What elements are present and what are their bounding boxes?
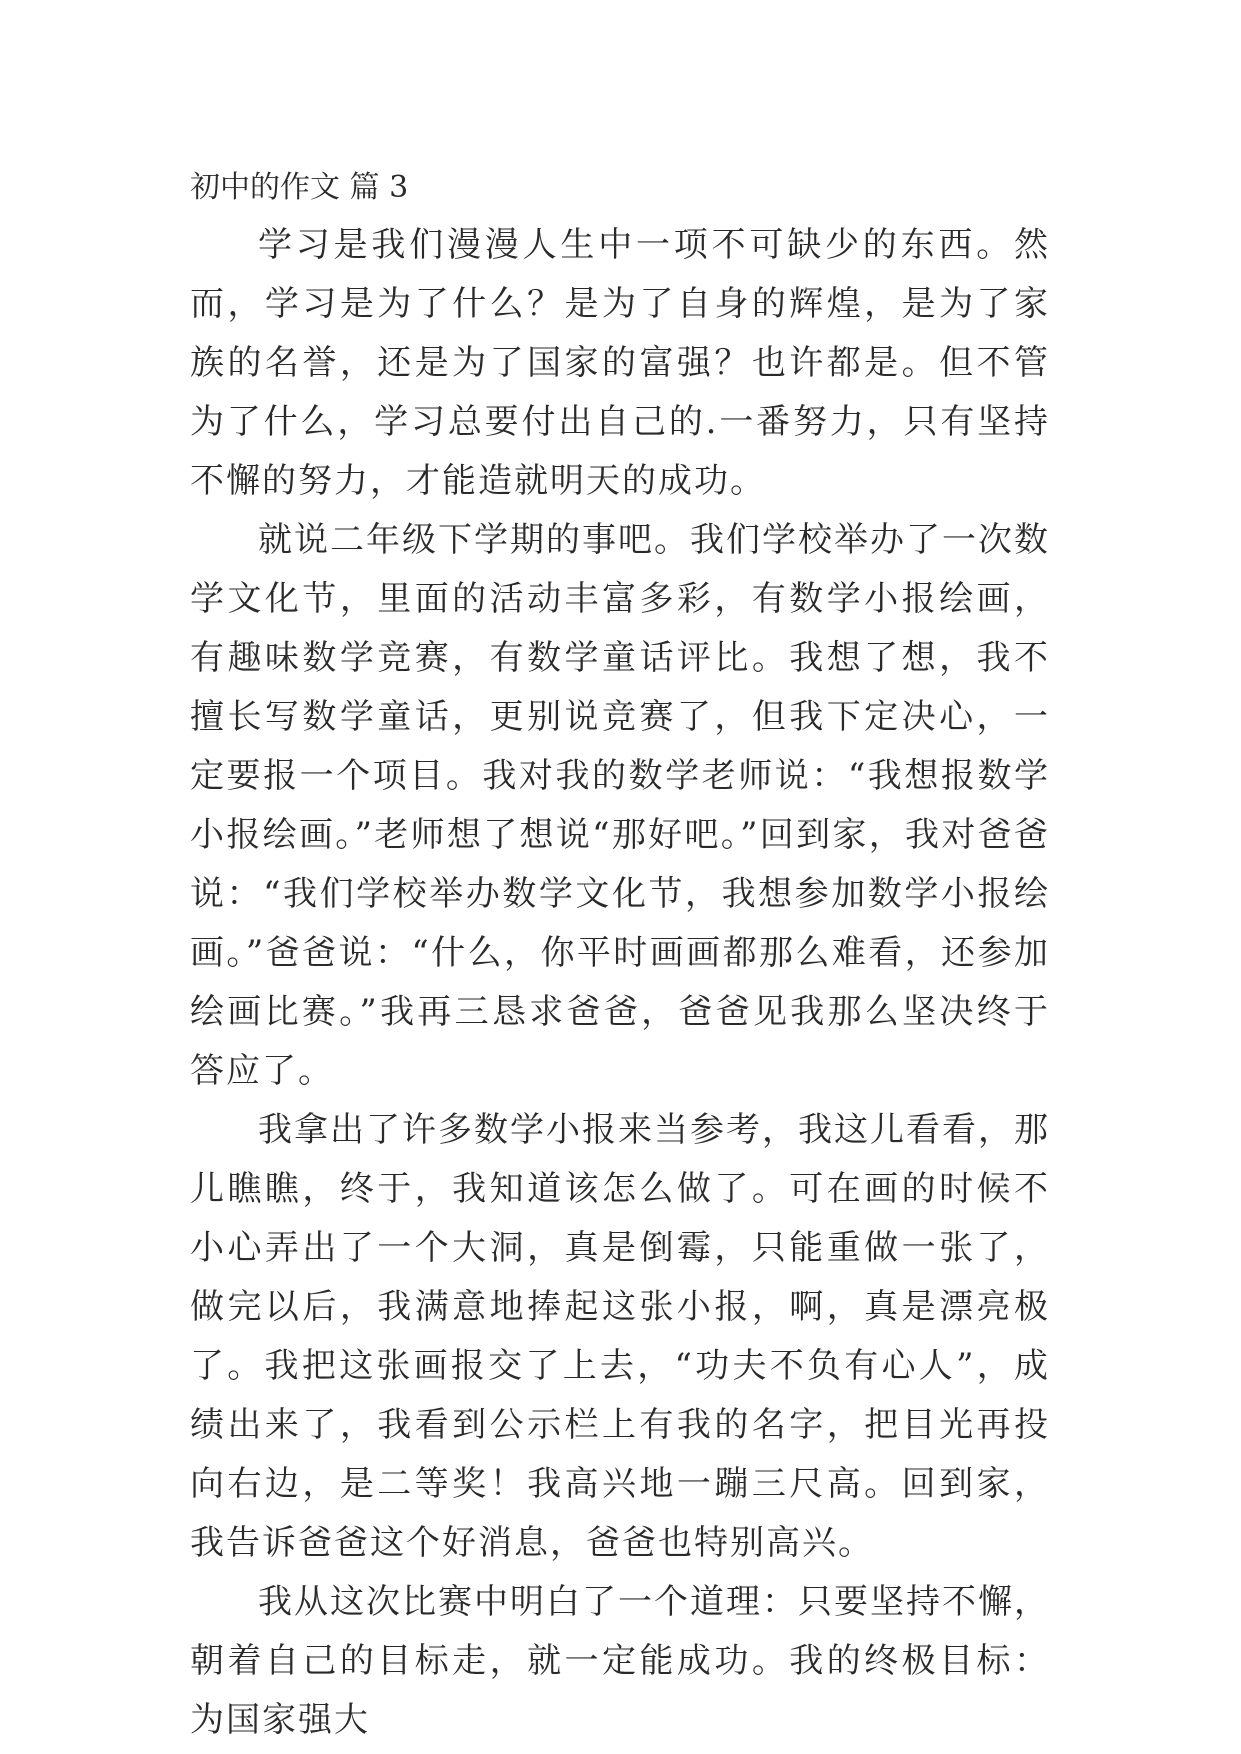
paragraph-2: 就说二年级下学期的事吧。我们学校举办了一次数学文化节，里面的活动丰富多彩，有数学小报绘画，有趣味数学竞赛，有数学童话评比。我想了想，我不擅长写数学童话，更别说竞赛了，但我下定决心，一定要报一个项目。我对我的数学老师说：“我想报数学小报绘画。”老师想了想说“那好吧。”回到家，我对爸爸说：“我们学校举办数学文化节，我想参加数学小报绘画。”爸爸说：“什么，你平时画画都那么难看，还参加绘画比赛。”我再三恳求爸爸，爸爸见我那么坚决终于答应了。 <box>190 520 1050 1091</box>
document-body <box>190 160 1050 1750</box>
document-title: 初中的作文 篇 3 <box>190 170 409 205</box>
paragraph-3: 我拿出了许多数学小报来当参考，我这儿看看，那儿瞧瞧，终于，我知道该怎么做了。可在画的时候不小心弄出了一个大洞，真是倒霉，只能重做一张了，做完以后，我满意地捧起这张小报，啊，真是漂亮极了。我把这张画报交了上去，“功夫不负有心人”，成绩出来了，我看到公示栏上有我的名字，把目光再投向右边，是二等奖！我高兴地一蹦三尺高。回到家，我告诉爸爸这个好消息，爸爸也特别高兴。 <box>190 1110 1050 1563</box>
paragraph-4: 我从这次比赛中明白了一个道理：只要坚持不懈，朝着自己的目标走，就一定能成功。我的终极目标：为国家强大 <box>190 1582 1050 1740</box>
paragraph-1: 学习是我们漫漫人生中一项不可缺少的东西。然而，学习是为了什么？是为了自身的辉煌，是为了家族的名誉，还是为了国家的富强？也许都是。但不管为了什么，学习总要付出自己的.一番努力，只有坚持不懈的努力，才能造就明天的成功。 <box>190 225 1050 501</box>
